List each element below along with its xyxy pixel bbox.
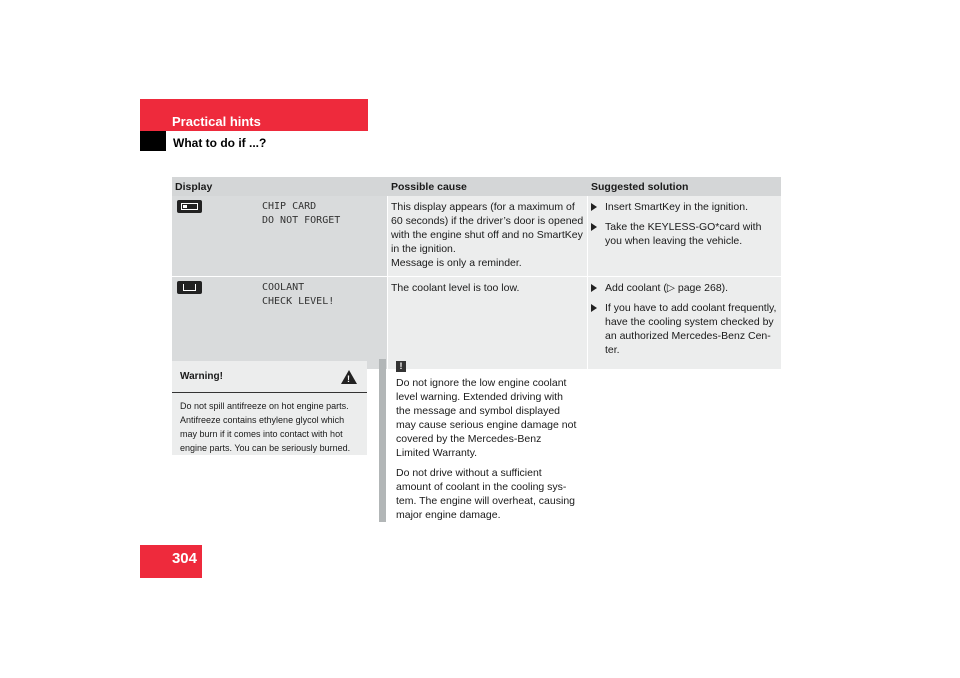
display-messages-table <box>172 177 781 370</box>
cause-cell: This display appears (for a maximum of 60 seconds) if the driver’s door is opened with the engine shut off and no SmartKey in the ignition. Message is only a reminder. <box>388 196 588 277</box>
display-message: CHIP CARD DO NOT FORGET <box>262 201 341 226</box>
display-cell <box>172 196 388 277</box>
table-row <box>172 196 781 277</box>
list-item: Add coolant (▷ page 268). <box>591 281 778 295</box>
page-subtitle: What to do if ...? <box>173 136 267 150</box>
warning-header <box>172 361 367 393</box>
solution-cell <box>588 196 781 277</box>
column-header-display: Display <box>172 177 388 196</box>
list-item: If you have to add coolant frequently, have the cooling system checked by an authorized Mercedes-Benz Cen-ter. <box>591 301 778 357</box>
page-number: 304 <box>140 545 202 578</box>
list-item: Insert SmartKey in the ignition. <box>591 200 778 214</box>
table-header-row <box>172 177 781 196</box>
arrow-bullet-icon <box>591 304 597 312</box>
section-title: Practical hints <box>172 114 261 129</box>
column-header-solution: Suggested solution <box>588 177 781 196</box>
cause-cell: The coolant level is too low. <box>388 277 588 370</box>
header-marker <box>140 131 166 151</box>
solution-cell <box>588 277 781 370</box>
table-row <box>172 277 781 370</box>
coolant-level-icon <box>177 281 202 294</box>
warning-title: Warning! <box>180 370 223 382</box>
arrow-bullet-icon <box>591 284 597 292</box>
arrow-bullet-icon <box>591 223 597 231</box>
note-bar <box>379 359 386 522</box>
column-header-cause: Possible cause <box>388 177 588 196</box>
note-paragraph: Do not drive without a sufficient amount of coolant in the cooling sys-tem. The engine will overheat, causing major engine damage. <box>396 467 575 521</box>
note-paragraph: Do not ignore the low engine coolant level warning. Extended driving with the message and symbol displayed may cause serious engine damage not covered by the Mercedes-Benz Limited Warranty. <box>396 377 577 459</box>
display-message: COOLANT CHECK LEVEL! <box>262 282 335 307</box>
arrow-bullet-icon <box>591 203 597 211</box>
smartkey-card-icon <box>177 200 202 213</box>
attention-icon: ! <box>396 361 406 372</box>
list-item: Take the KEYLESS-GO*card with you when leaving the vehicle. <box>591 220 778 248</box>
warning-text: Do not spill antifreeze on hot engine parts. Antifreeze contains ethylene glycol which may burn if it comes into contact with hot engine parts. You can be seriously burned. <box>180 401 351 453</box>
warning-triangle-icon <box>341 370 357 384</box>
note-text <box>396 376 578 528</box>
warning-box <box>172 361 367 455</box>
section-header <box>140 99 368 131</box>
display-cell <box>172 277 388 370</box>
